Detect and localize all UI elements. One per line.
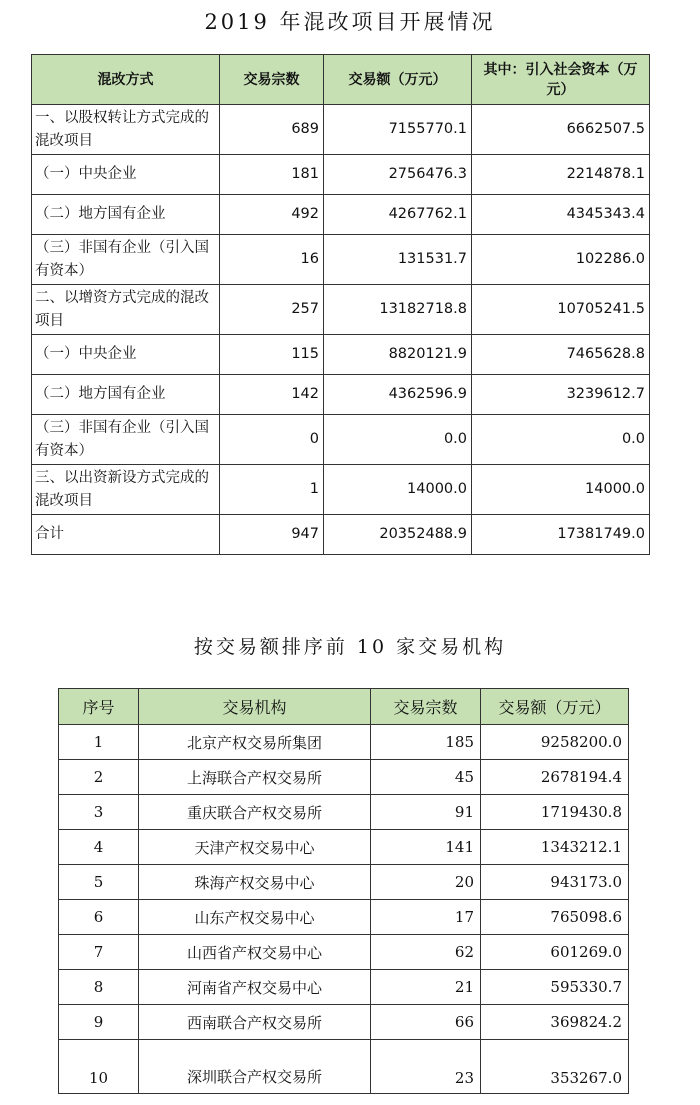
row-amount: 601269.0	[481, 935, 629, 970]
row-amount: 595330.7	[481, 970, 629, 1005]
row-amount: 2678194.4	[481, 760, 629, 795]
table-row	[59, 830, 629, 865]
row-name: （一）中央企业	[32, 155, 220, 195]
row-no: 4	[59, 830, 139, 865]
table-row	[59, 865, 629, 900]
header-no: 序号	[59, 689, 139, 725]
row-no: 9	[59, 1005, 139, 1040]
mixed-reform-table	[31, 54, 650, 555]
table-row	[59, 725, 629, 760]
row-social: 14000.0	[472, 465, 650, 515]
row-institution: 深圳联合产权交易所	[139, 1040, 371, 1094]
row-no: 8	[59, 970, 139, 1005]
row-institution: 西南联合产权交易所	[139, 1005, 371, 1040]
row-count: 20	[371, 865, 481, 900]
row-no: 1	[59, 725, 139, 760]
header-amount: 交易额（万元）	[481, 689, 629, 725]
table-row	[59, 1040, 629, 1094]
row-count: 492	[220, 195, 324, 235]
row-no: 2	[59, 760, 139, 795]
row-count: 45	[371, 760, 481, 795]
row-amount: 943173.0	[481, 865, 629, 900]
row-no: 3	[59, 795, 139, 830]
header-institution: 交易机构	[139, 689, 371, 725]
row-institution: 天津产权交易中心	[139, 830, 371, 865]
row-social: 17381749.0	[472, 515, 650, 555]
table-row	[32, 335, 650, 375]
row-count: 62	[371, 935, 481, 970]
row-institution: 北京产权交易所集团	[139, 725, 371, 760]
row-amount: 369824.2	[481, 1005, 629, 1040]
row-name: （二）地方国有企业	[32, 375, 220, 415]
row-social: 0.0	[472, 415, 650, 465]
top10-institutions-table	[58, 688, 629, 1094]
row-amount: 13182718.8	[324, 285, 472, 335]
table-row	[59, 795, 629, 830]
row-social: 102286.0	[472, 235, 650, 285]
row-count: 689	[220, 105, 324, 155]
table-row	[32, 375, 650, 415]
row-name: （三）非国有企业（引入国有资本）	[32, 415, 220, 465]
row-count: 947	[220, 515, 324, 555]
row-social: 4345343.4	[472, 195, 650, 235]
row-count: 257	[220, 285, 324, 335]
row-amount: 765098.6	[481, 900, 629, 935]
table-row	[59, 935, 629, 970]
row-count: 21	[371, 970, 481, 1005]
table-row	[32, 105, 650, 155]
table2-title: 按交易额排序前 10 家交易机构	[193, 636, 507, 658]
row-count: 17	[371, 900, 481, 935]
row-institution: 珠海产权交易中心	[139, 865, 371, 900]
row-amount: 20352488.9	[324, 515, 472, 555]
row-no: 7	[59, 935, 139, 970]
row-social: 2214878.1	[472, 155, 650, 195]
table-row	[32, 195, 650, 235]
header-amount: 交易额（万元）	[324, 55, 472, 105]
table-row	[59, 970, 629, 1005]
row-amount: 1719430.8	[481, 795, 629, 830]
row-name: （一）中央企业	[32, 335, 220, 375]
row-amount: 353267.0	[481, 1040, 629, 1094]
table-row	[59, 900, 629, 935]
row-count: 0	[220, 415, 324, 465]
row-amount: 1343212.1	[481, 830, 629, 865]
row-amount: 131531.7	[324, 235, 472, 285]
row-amount: 2756476.3	[324, 155, 472, 195]
row-institution: 重庆联合产权交易所	[139, 795, 371, 830]
row-amount: 0.0	[324, 415, 472, 465]
row-social: 10705241.5	[472, 285, 650, 335]
row-institution: 河南省产权交易中心	[139, 970, 371, 1005]
row-count: 91	[371, 795, 481, 830]
row-name: 二、以增资方式完成的混改项目	[32, 285, 220, 335]
table-row	[32, 285, 650, 335]
header-count: 交易宗数	[220, 55, 324, 105]
table-row	[32, 415, 650, 465]
row-count: 185	[371, 725, 481, 760]
row-amount: 14000.0	[324, 465, 472, 515]
row-no: 5	[59, 865, 139, 900]
table-total-row	[32, 515, 650, 555]
row-institution: 山东产权交易中心	[139, 900, 371, 935]
row-count: 66	[371, 1005, 481, 1040]
row-count: 115	[220, 335, 324, 375]
table-row	[32, 465, 650, 515]
row-amount: 4362596.9	[324, 375, 472, 415]
table-header-row	[32, 55, 650, 105]
table-row	[32, 235, 650, 285]
row-amount: 8820121.9	[324, 335, 472, 375]
row-name: （三）非国有企业（引入国有资本）	[32, 235, 220, 285]
row-name: 一、以股权转让方式完成的混改项目	[32, 105, 220, 155]
row-count: 16	[220, 235, 324, 285]
row-social: 6662507.5	[472, 105, 650, 155]
table-row	[59, 1005, 629, 1040]
header-count: 交易宗数	[371, 689, 481, 725]
row-count: 141	[371, 830, 481, 865]
table-header-row	[59, 689, 629, 725]
row-amount: 7155770.1	[324, 105, 472, 155]
header-social-capital: 其中：引入社会资本（万元）	[472, 55, 650, 105]
row-institution: 山西省产权交易中心	[139, 935, 371, 970]
row-name: （二）地方国有企业	[32, 195, 220, 235]
row-amount: 4267762.1	[324, 195, 472, 235]
row-social: 7465628.8	[472, 335, 650, 375]
row-count: 181	[220, 155, 324, 195]
row-no: 6	[59, 900, 139, 935]
row-count: 1	[220, 465, 324, 515]
row-count: 23	[371, 1040, 481, 1094]
header-method: 混改方式	[32, 55, 220, 105]
table-row	[32, 155, 650, 195]
row-no: 10	[59, 1040, 139, 1094]
table-row	[59, 760, 629, 795]
row-amount: 9258200.0	[481, 725, 629, 760]
row-institution: 上海联合产权交易所	[139, 760, 371, 795]
row-social: 3239612.7	[472, 375, 650, 415]
row-name: 三、以出资新设方式完成的混改项目	[32, 465, 220, 515]
table1-title: 2019 年混改项目开展情况	[204, 10, 496, 34]
row-count: 142	[220, 375, 324, 415]
row-name: 合计	[32, 515, 220, 555]
